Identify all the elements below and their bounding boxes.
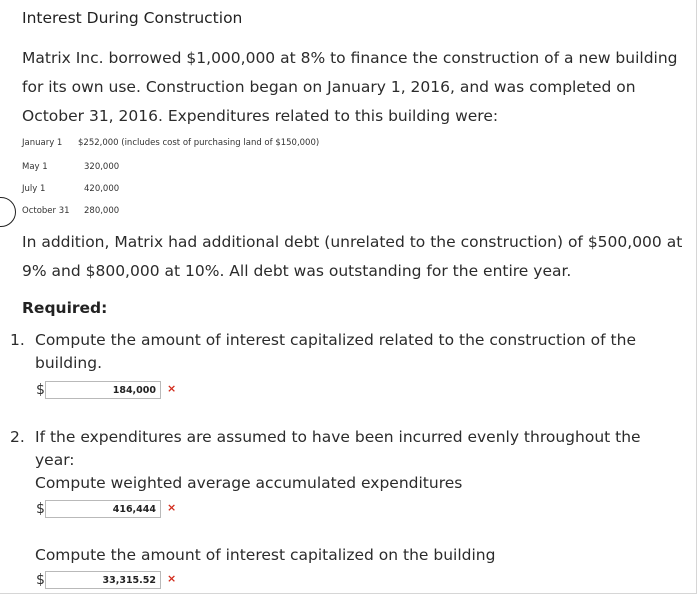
schedule-date: July 1	[22, 184, 46, 194]
answer-1	[36, 381, 177, 401]
schedule-amount: $252,000 (includes cost of purchasing land of $150,000)	[78, 138, 320, 148]
incorrect-icon: ×	[167, 382, 177, 395]
question-2b: Compute the amount of interest capitalized on the building	[35, 546, 496, 564]
page-title: Interest During Construction	[22, 9, 243, 27]
answer-2a	[36, 500, 177, 520]
question-text: If the expenditures are assumed to have been incurred evenly throughout the year:	[35, 428, 641, 469]
schedule-date: January 1	[22, 138, 63, 148]
incorrect-icon: ×	[167, 501, 177, 514]
schedule-date: May 1	[22, 162, 48, 172]
required-heading: Required:	[22, 299, 108, 317]
question-number: 1.	[10, 331, 25, 349]
dollar-sign: $	[36, 382, 45, 398]
question-text: Compute the amount of interest capitalized related to the construction of the building.	[35, 331, 636, 372]
dollar-sign: $	[36, 501, 45, 517]
dollar-sign: $	[36, 572, 45, 588]
question-2-subtext: Compute weighted average accumulated expenditures	[35, 474, 463, 492]
question-1	[10, 329, 685, 375]
question-number: 2.	[10, 428, 25, 446]
answer-input-interest-on-building[interactable]: 33,315.52	[45, 571, 161, 589]
incorrect-icon: ×	[167, 572, 177, 585]
schedule-amount: 420,000	[84, 184, 120, 194]
question-2	[10, 426, 685, 472]
additional-debt-text: In addition, Matrix had additional debt (unrelated to the construction) of $500,000 at 9% and $800,000 at 10%. All debt was outstanding for the entire year.	[22, 233, 683, 280]
schedule-amount: 280,000	[84, 206, 120, 216]
schedule-amount: 320,000	[84, 162, 120, 172]
answer-input-weighted-average[interactable]: 416,444	[45, 500, 161, 518]
problem-intro: Matrix Inc. borrowed $1,000,000 at 8% to finance the construction of a new building for its own use. Construction began on January 1, 2016, and was completed on October 31, 2016. Expenditures related to this building were:	[22, 49, 678, 125]
answer-input-interest-capitalized[interactable]: 184,000	[45, 381, 161, 399]
answer-2b	[36, 571, 177, 591]
schedule-date: October 31	[22, 206, 70, 216]
